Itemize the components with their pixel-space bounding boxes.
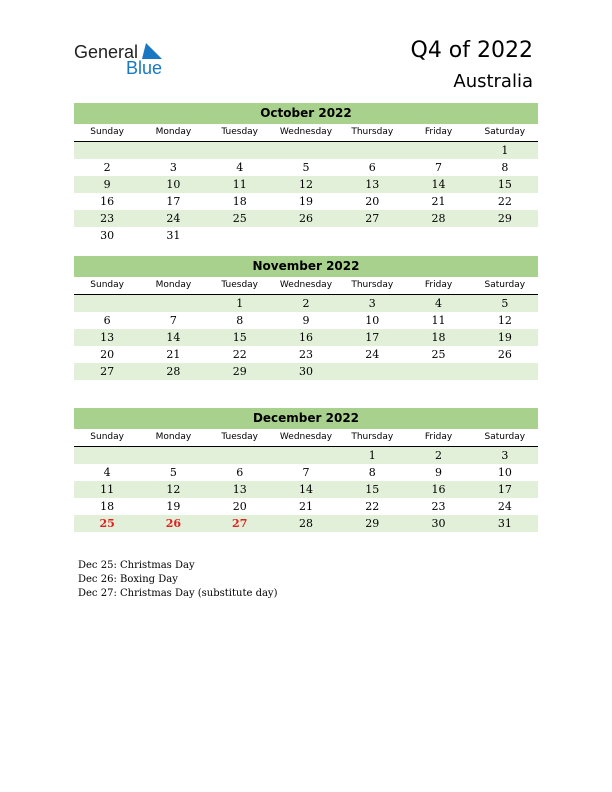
week-row: [74, 295, 538, 312]
day-cell: 25: [99, 517, 115, 530]
week-row: [74, 329, 538, 346]
day-cell: 2: [435, 449, 443, 462]
weekday-label: Monday: [155, 280, 192, 290]
day-cell: 28: [431, 212, 446, 225]
day-cell: 22: [365, 500, 380, 513]
day-cell: 1: [236, 297, 244, 310]
weekday-label: Sunday: [90, 127, 124, 137]
day-cell: [74, 295, 140, 312]
day-cell: 30: [100, 229, 115, 242]
day-cell: 3: [501, 449, 509, 462]
day-cell: [140, 142, 206, 159]
day-cell: 18: [232, 195, 247, 208]
day-cell: 30: [431, 517, 446, 530]
day-cell: [339, 227, 405, 244]
day-cell: 1: [501, 144, 509, 157]
day-cell: [207, 447, 273, 464]
day-cell: 15: [365, 483, 380, 496]
day-cell: 8: [236, 314, 244, 327]
weekday-label: Sunday: [90, 432, 124, 442]
day-cell: 10: [166, 178, 181, 191]
day-cell: 2: [302, 297, 310, 310]
day-cell: 14: [298, 483, 313, 496]
day-cell: 31: [166, 229, 181, 242]
month-december: [74, 408, 538, 532]
day-cell: 6: [103, 314, 111, 327]
weekday-label: Wednesday: [279, 432, 333, 442]
weekday-header-row: [74, 429, 538, 447]
day-cell: 4: [236, 161, 244, 174]
week-row: [74, 227, 538, 244]
day-cell: 16: [431, 483, 446, 496]
day-cell: [405, 227, 471, 244]
day-cell: 7: [302, 466, 310, 479]
weekday-label: Saturday: [484, 432, 526, 442]
day-cell: 13: [232, 483, 247, 496]
logo: [74, 42, 174, 76]
day-cell: [207, 142, 273, 159]
holiday-note: Dec 25: Christmas Day: [78, 560, 195, 571]
day-cell: 29: [497, 212, 512, 225]
day-cell: 12: [166, 483, 181, 496]
week-row: [74, 346, 538, 363]
day-cell: [207, 227, 273, 244]
weekday-label: Friday: [424, 432, 453, 442]
weekday-label: Wednesday: [279, 280, 333, 290]
day-cell: 23: [431, 500, 446, 513]
month-october: [74, 103, 538, 244]
day-cell: 17: [166, 195, 181, 208]
week-row: [74, 159, 538, 176]
month-november: [74, 256, 538, 380]
weekday-label: Wednesday: [279, 127, 333, 137]
day-cell: 21: [166, 348, 181, 361]
day-cell: 9: [435, 466, 443, 479]
day-cell: 19: [166, 500, 181, 513]
day-cell: 15: [497, 178, 512, 191]
day-cell: 24: [365, 348, 380, 361]
weekday-label: Tuesday: [221, 432, 259, 442]
day-cell: 10: [365, 314, 380, 327]
day-cell: [339, 363, 405, 380]
logo-general-text: General: [74, 42, 139, 62]
weekday-label: Saturday: [484, 127, 526, 137]
day-cell: 3: [368, 297, 376, 310]
day-cell: 28: [298, 517, 313, 530]
logo-triangle-icon: [142, 43, 162, 59]
weekday-label: Saturday: [484, 280, 526, 290]
weekday-label: Monday: [155, 432, 192, 442]
weekday-header-row: [74, 277, 538, 295]
weekday-label: Friday: [424, 127, 453, 137]
month-weeks: [74, 295, 538, 380]
day-cell: 14: [431, 178, 446, 191]
week-row: [74, 193, 538, 210]
day-cell: [74, 447, 140, 464]
day-cell: 17: [497, 483, 512, 496]
week-row: [74, 447, 538, 464]
day-cell: 26: [497, 348, 512, 361]
day-cell: 28: [166, 365, 181, 378]
day-cell: 27: [100, 365, 115, 378]
day-cell: 5: [501, 297, 509, 310]
week-row: [74, 176, 538, 193]
day-cell: 11: [232, 178, 247, 191]
week-row: [74, 498, 538, 515]
week-row: [74, 515, 538, 532]
holiday-notes: [78, 559, 277, 601]
page-title: Q4 of 2022: [410, 38, 533, 63]
day-cell: [405, 142, 471, 159]
day-cell: 22: [232, 348, 247, 361]
day-cell: 6: [236, 466, 244, 479]
day-cell: 12: [497, 314, 512, 327]
day-cell: [339, 142, 405, 159]
day-cell: 23: [298, 348, 313, 361]
day-cell: [273, 447, 339, 464]
day-cell: 2: [103, 161, 111, 174]
day-cell: 26: [298, 212, 313, 225]
weekday-label: Friday: [424, 280, 453, 290]
day-cell: [273, 227, 339, 244]
day-cell: 27: [365, 212, 380, 225]
day-cell: 21: [431, 195, 446, 208]
day-cell: 13: [100, 331, 115, 344]
day-cell: 31: [497, 517, 512, 530]
day-cell: 15: [232, 331, 247, 344]
day-cell: 3: [169, 161, 177, 174]
day-cell: 11: [100, 483, 115, 496]
month-weeks: [74, 142, 538, 244]
month-weeks: [74, 447, 538, 532]
day-cell: 18: [100, 500, 115, 513]
day-cell: [472, 363, 538, 380]
weekday-label: Monday: [155, 127, 192, 137]
month-title: November 2022: [74, 256, 538, 277]
day-cell: 5: [169, 466, 177, 479]
day-cell: [405, 363, 471, 380]
week-row: [74, 210, 538, 227]
day-cell: 29: [365, 517, 380, 530]
day-cell: [140, 447, 206, 464]
week-row: [74, 363, 538, 380]
day-cell: 30: [298, 365, 313, 378]
weekday-label: Thursday: [351, 127, 394, 137]
day-cell: 16: [100, 195, 115, 208]
day-cell: 20: [232, 500, 247, 513]
day-cell: 8: [368, 466, 376, 479]
day-cell: [140, 295, 206, 312]
holiday-note: Dec 27: Christmas Day (substitute day): [78, 588, 278, 599]
day-cell: 24: [497, 500, 512, 513]
day-cell: 23: [100, 212, 115, 225]
week-row: [74, 464, 538, 481]
week-row: [74, 142, 538, 159]
logo-blue-text: Blue: [126, 58, 163, 78]
weekday-label: Tuesday: [221, 280, 259, 290]
day-cell: 27: [232, 517, 248, 530]
day-cell: 25: [431, 348, 446, 361]
day-cell: 20: [365, 195, 380, 208]
day-cell: 22: [497, 195, 512, 208]
day-cell: 11: [431, 314, 446, 327]
day-cell: 1: [368, 449, 376, 462]
day-cell: 21: [298, 500, 313, 513]
day-cell: 4: [103, 466, 111, 479]
day-cell: 18: [431, 331, 446, 344]
day-cell: 5: [302, 161, 310, 174]
day-cell: 24: [166, 212, 181, 225]
day-cell: 10: [497, 466, 512, 479]
day-cell: 12: [298, 178, 313, 191]
holiday-note: Dec 26: Boxing Day: [78, 574, 178, 585]
day-cell: 25: [232, 212, 247, 225]
weekday-label: Thursday: [351, 280, 394, 290]
weekday-label: Tuesday: [221, 127, 259, 137]
day-cell: 14: [166, 331, 181, 344]
day-cell: 29: [232, 365, 247, 378]
day-cell: 16: [298, 331, 313, 344]
day-cell: 8: [501, 161, 509, 174]
month-title: December 2022: [74, 408, 538, 429]
week-row: [74, 481, 538, 498]
day-cell: 17: [365, 331, 380, 344]
day-cell: 7: [169, 314, 177, 327]
weekday-header-row: [74, 124, 538, 142]
day-cell: 4: [435, 297, 443, 310]
day-cell: 13: [365, 178, 380, 191]
day-cell: 9: [103, 178, 111, 191]
day-cell: [472, 227, 538, 244]
day-cell: [273, 142, 339, 159]
day-cell: 6: [368, 161, 376, 174]
day-cell: 26: [165, 517, 182, 530]
day-cell: 19: [497, 331, 512, 344]
weekday-label: Thursday: [351, 432, 394, 442]
page-subtitle: Australia: [453, 71, 533, 92]
day-cell: 9: [302, 314, 310, 327]
day-cell: [74, 142, 140, 159]
month-title: October 2022: [74, 103, 538, 124]
weekday-label: Sunday: [90, 280, 124, 290]
day-cell: 19: [298, 195, 313, 208]
day-cell: 20: [100, 348, 115, 361]
week-row: [74, 312, 538, 329]
day-cell: 7: [435, 161, 443, 174]
